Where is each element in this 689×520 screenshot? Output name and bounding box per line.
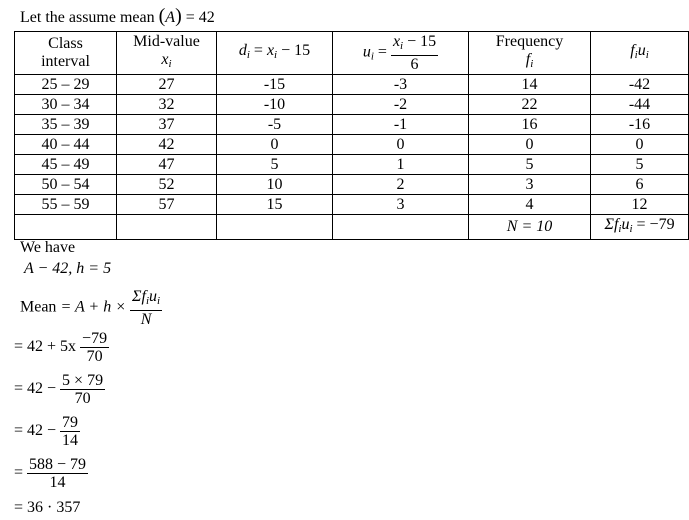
cell-empty	[117, 215, 217, 240]
cell-mid-value: 42	[117, 135, 217, 155]
step-1: = 42 + 5x $\frac{-79}{70}$	[14, 330, 108, 365]
cell-fu-product: -42	[591, 75, 689, 95]
cell-frequency: 4	[469, 195, 591, 215]
cell-class-interval: 40 – 44	[15, 135, 117, 155]
cell-fu-product: 12	[591, 195, 689, 215]
step-2: = 42 − $\frac{5 \times 79}{70}$	[14, 372, 104, 407]
mean-label: Mean	[20, 298, 57, 316]
cell-step-deviation: 0	[333, 135, 469, 155]
cell-class-interval: 25 – 29	[15, 75, 117, 95]
cell-step-deviation: -1	[333, 115, 469, 135]
cell-empty	[217, 215, 333, 240]
step-4: = $\frac{588 - 79}{14}$	[14, 456, 87, 491]
cell-frequency: 0	[469, 135, 591, 155]
table-row	[15, 135, 689, 155]
assumed-mean-symbol: A	[165, 9, 176, 26]
cell-frequency: 14	[469, 75, 591, 95]
header-class-interval: Class interval	[15, 32, 117, 75]
header-mid-value: Mid-value $x_i$	[117, 32, 217, 75]
header-step-deviation: $u_i$ = $\frac{x_i - 15}{6}$	[333, 32, 469, 75]
cell-frequency: 3	[469, 175, 591, 195]
header-frequency: Frequency $f_i$	[469, 32, 591, 75]
cell-step-deviation: 2	[333, 175, 469, 195]
cell-fu-product: 0	[591, 135, 689, 155]
cell-class-interval: 45 – 49	[15, 155, 117, 175]
mean-formula	[20, 288, 162, 328]
cell-deviation: -5	[217, 115, 333, 135]
cell-fu-product: -16	[591, 115, 689, 135]
table-row	[15, 155, 689, 175]
assumed-mean-statement: Let the assume mean (A) = 42	[20, 5, 215, 27]
cell-mid-value: 57	[117, 195, 217, 215]
cell-class-interval: 35 – 39	[15, 115, 117, 135]
cell-mid-value: 37	[117, 115, 217, 135]
cell-step-deviation: -2	[333, 95, 469, 115]
cell-frequency: 5	[469, 155, 591, 175]
table-total-row	[15, 215, 689, 240]
we-have-text: We have	[20, 239, 76, 256]
cell-fu-product: 6	[591, 175, 689, 195]
final-result: = 36 · 357	[14, 499, 81, 516]
cell-class-interval: 30 – 34	[15, 95, 117, 115]
total-fu-sum: $\Sigma f_iu_i = -79$	[591, 215, 689, 240]
step-3: = 42 − $\frac{79}{14}$	[14, 414, 79, 449]
mean-expression: = A + h ×	[60, 298, 127, 316]
table-row	[15, 175, 689, 195]
cell-fu-product: 5	[591, 155, 689, 175]
table-row	[15, 195, 689, 215]
table-header-row	[15, 32, 689, 75]
cell-class-interval: 55 – 59	[15, 195, 117, 215]
cell-step-deviation: 1	[333, 155, 469, 175]
assumed-mean-value: = 42	[185, 9, 215, 26]
table-row	[15, 115, 689, 135]
cell-deviation: -15	[217, 75, 333, 95]
cell-frequency: 22	[469, 95, 591, 115]
cell-fu-product: -44	[591, 95, 689, 115]
cell-mid-value: 47	[117, 155, 217, 175]
cell-frequency: 16	[469, 115, 591, 135]
cell-deviation: 0	[217, 135, 333, 155]
cell-class-interval: 50 – 54	[15, 175, 117, 195]
cell-deviation: 15	[217, 195, 333, 215]
table-row	[15, 95, 689, 115]
cell-mid-value: 27	[117, 75, 217, 95]
cell-empty	[15, 215, 117, 240]
header-fu-product: $f_iu_i$	[591, 32, 689, 75]
mean-fraction: $\frac{\Sigma f_iu_i}{N}$	[132, 288, 161, 328]
assumed-mean-prefix: Let the assume mean	[20, 9, 155, 26]
given-values: A − 42, h = 5	[24, 260, 112, 277]
frequency-table	[14, 31, 689, 240]
cell-step-deviation: 3	[333, 195, 469, 215]
cell-deviation: 5	[217, 155, 333, 175]
cell-step-deviation: -3	[333, 75, 469, 95]
cell-deviation: 10	[217, 175, 333, 195]
header-deviation: $d_i = x_i - 15$	[217, 32, 333, 75]
table-row	[15, 75, 689, 95]
cell-mid-value: 32	[117, 95, 217, 115]
cell-mid-value: 52	[117, 175, 217, 195]
cell-empty	[333, 215, 469, 240]
total-frequency: N = 10	[469, 215, 591, 240]
cell-deviation: -10	[217, 95, 333, 115]
